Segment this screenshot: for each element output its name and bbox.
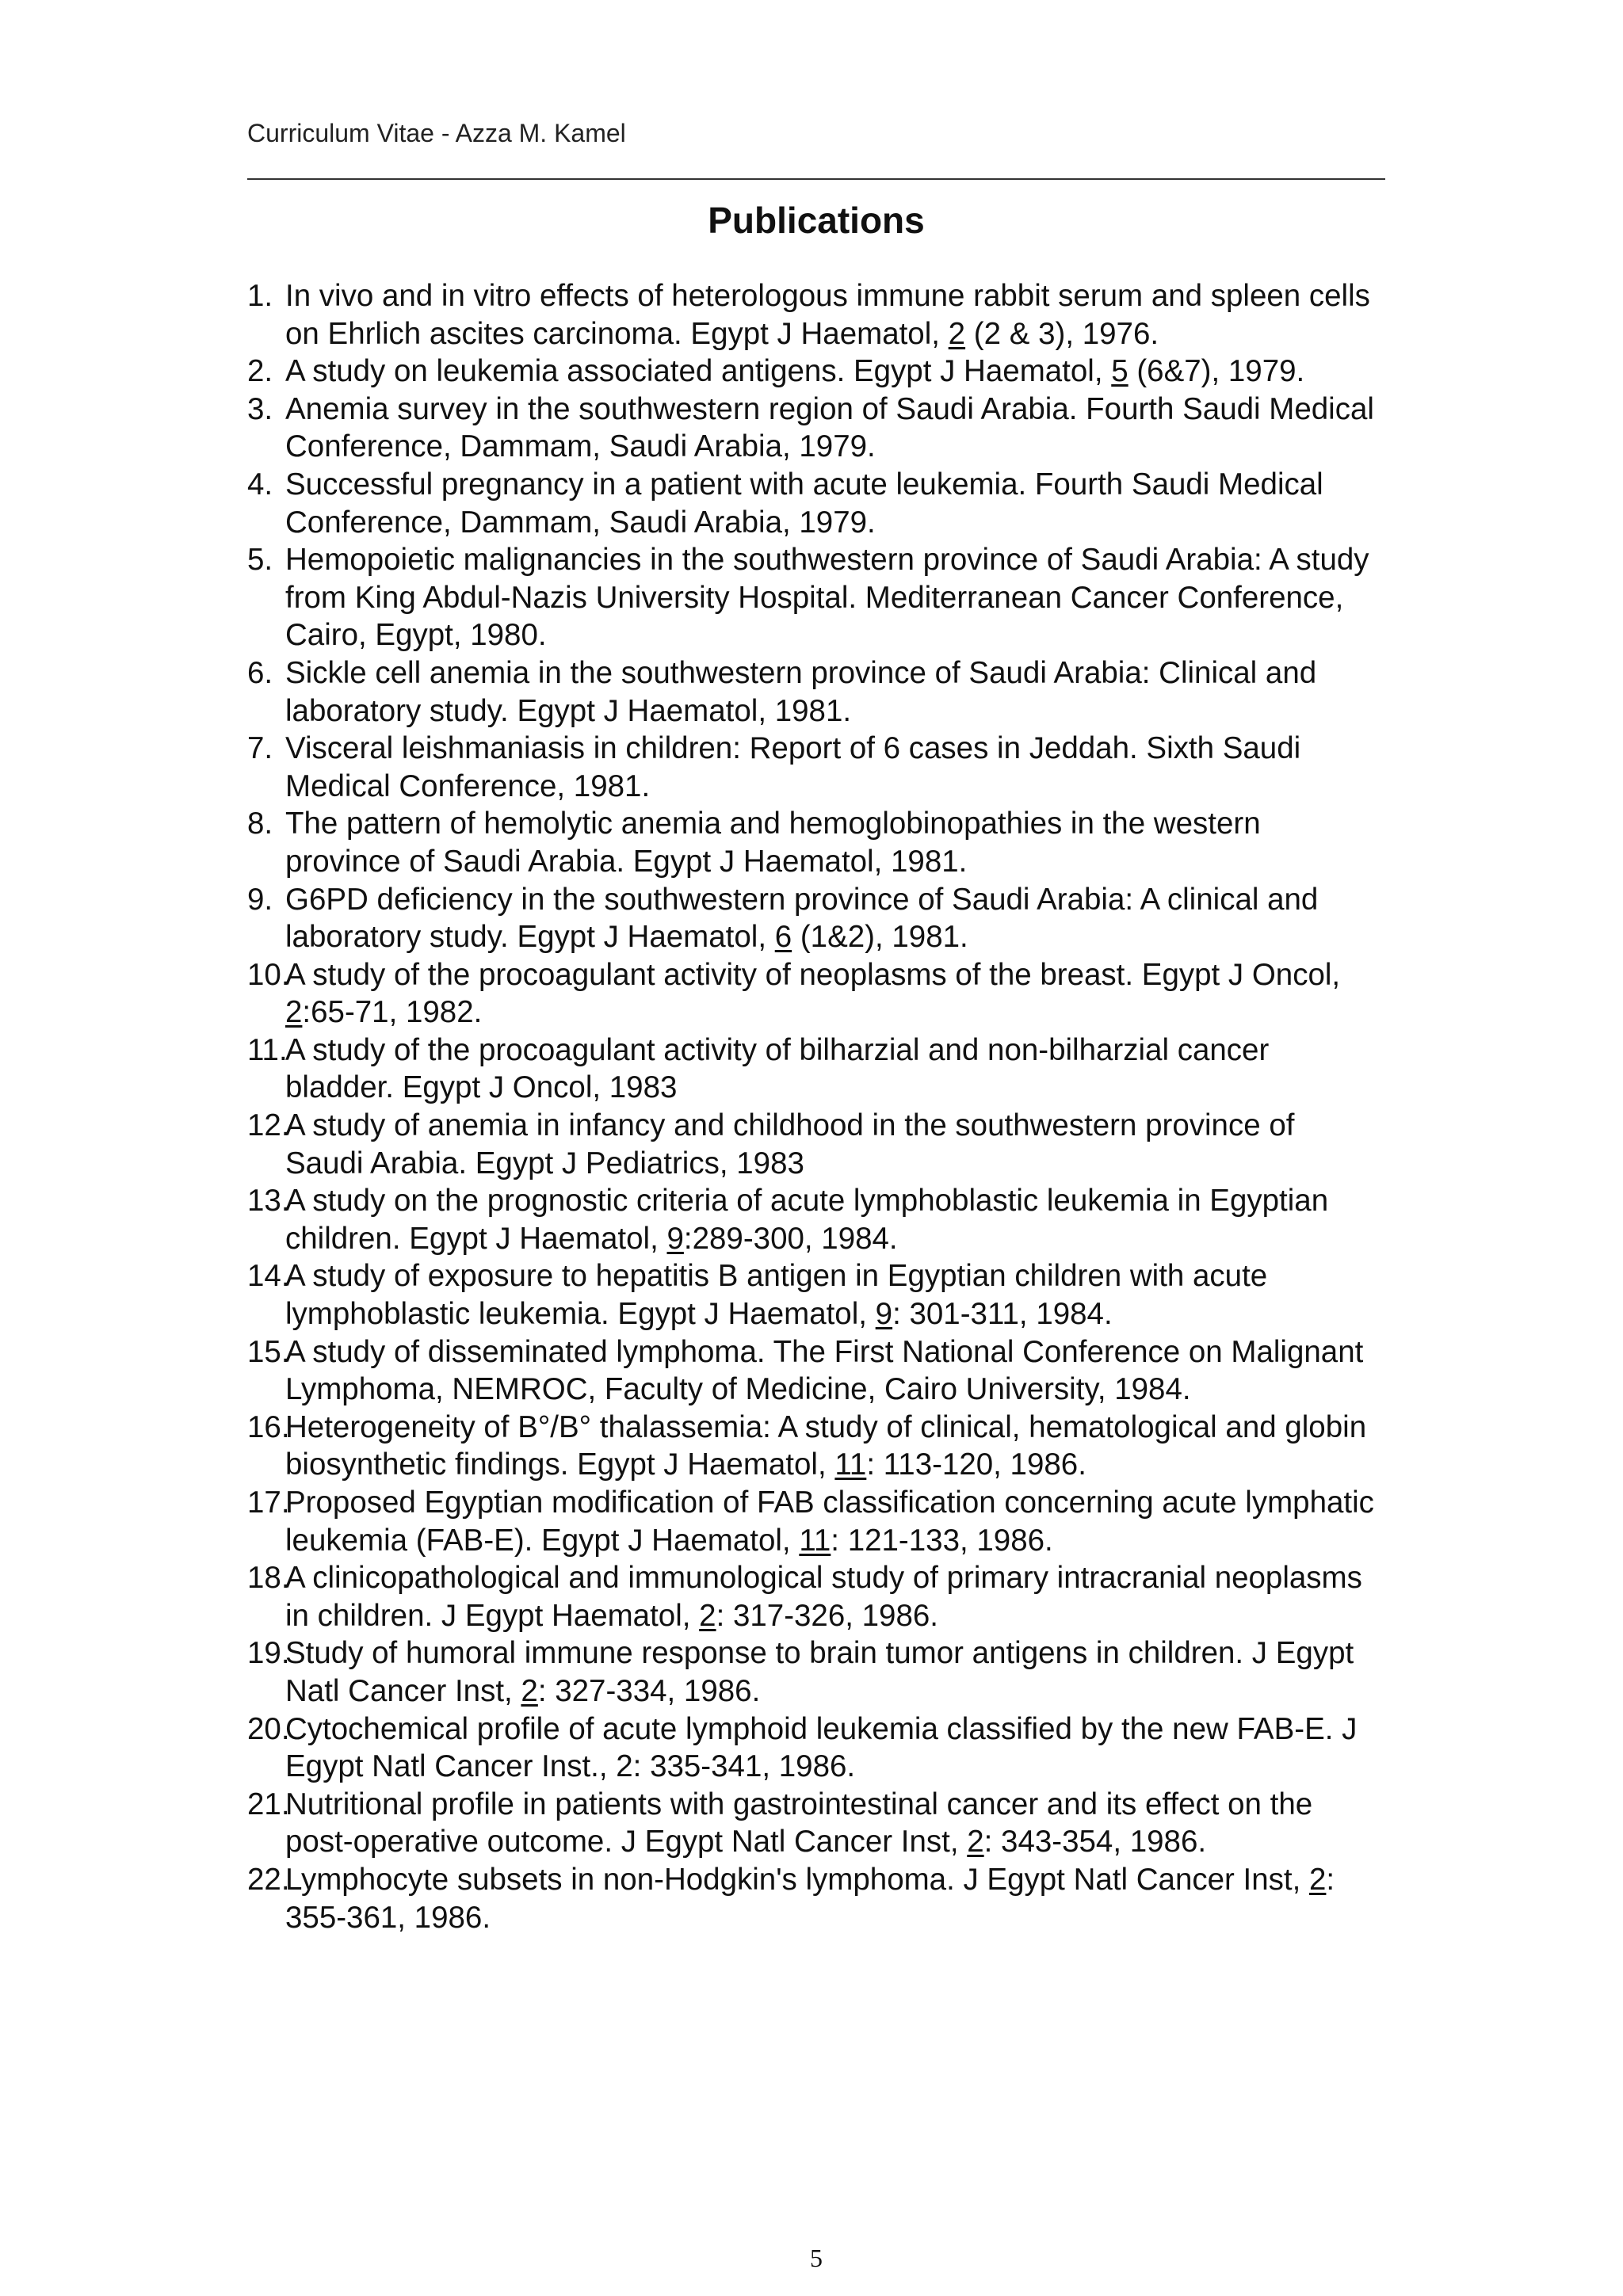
header-divider <box>247 178 1385 180</box>
publication-item <box>247 1182 1381 1257</box>
citation-text: (6&7), 1979. <box>1128 354 1305 389</box>
publication-citation <box>285 730 1381 805</box>
publication-citation <box>285 1786 1381 1861</box>
volume-number: 2 <box>521 1673 538 1708</box>
publication-number: 6. <box>247 655 273 690</box>
publication-item <box>247 730 1381 805</box>
publication-citation <box>285 1559 1381 1634</box>
publication-citation <box>285 881 1381 956</box>
publication-citation <box>285 654 1381 730</box>
volume-number: 2 <box>1309 1862 1327 1897</box>
volume-number: 5 <box>1111 354 1128 389</box>
publication-list <box>247 277 1381 1936</box>
volume-number: 2 <box>948 316 966 351</box>
citation-text: Lymphocyte subsets in non-Hodgkin's lymphoma. J Egypt Natl Cancer Inst, <box>285 1862 1309 1897</box>
publication-item <box>247 353 1381 391</box>
citation-text: G6PD deficiency in the southwestern province of Saudi Arabia: A clinical and laboratory study. Egypt J Haematol, <box>285 882 1319 955</box>
publication-citation <box>285 805 1381 880</box>
volume-number: 2 <box>699 1598 716 1633</box>
publication-number: 17. <box>247 1486 290 1520</box>
publication-number: 4. <box>247 467 273 502</box>
citation-text: Cytochemical profile of acute lymphoid leukemia classified by the new FAB-E. J Egypt Natl Cancer Inst., 2: 335-341, 1986. <box>285 1711 1358 1784</box>
publication-citation <box>285 1711 1381 1786</box>
publication-citation <box>285 1861 1381 1936</box>
citation-text: Anemia survey in the southwestern region of Saudi Arabia. Fourth Saudi Medical Conference, Dammam, Saudi Arabia, 1979. <box>285 391 1374 464</box>
citation-text: :65-71, 1982. <box>302 995 483 1030</box>
publication-item <box>247 654 1381 730</box>
volume-number: 9 <box>875 1297 893 1332</box>
citation-text: A study on leukemia associated antigens. Egypt J Haematol, <box>285 354 1112 389</box>
citation-text: : 301-311, 1984. <box>892 1297 1113 1332</box>
publication-number: 19. <box>247 1636 290 1671</box>
running-header: Curriculum Vitae - Azza M. Kamel <box>247 119 626 147</box>
publication-item <box>247 1559 1381 1634</box>
publication-citation <box>285 541 1381 654</box>
publication-citation <box>285 1484 1381 1559</box>
publication-number: 9. <box>247 882 273 917</box>
citation-text: : 327-334, 1986. <box>537 1673 761 1708</box>
publication-item <box>247 1032 1381 1107</box>
volume-number: 2 <box>967 1825 984 1859</box>
volume-number: 9 <box>666 1221 684 1256</box>
citation-text: : 355-361, 1986. <box>285 1862 1335 1935</box>
publication-item <box>247 805 1381 880</box>
publication-item <box>247 1107 1381 1182</box>
publication-number: 21. <box>247 1787 290 1821</box>
publication-number: 11. <box>247 1032 288 1067</box>
publication-citation <box>285 277 1381 353</box>
citation-text: Heterogeneity of B°/B° thalassemia: A study of clinical, hematological and globin biosynthetic findings. Egypt J Haematol, <box>285 1409 1367 1482</box>
publication-number: 3. <box>247 391 273 426</box>
citation-text: A study of anemia in infancy and childhood in the southwestern province of Saudi Arabia. Egypt J Pediatrics, 1983 <box>285 1108 1295 1180</box>
citation-text: The pattern of hemolytic anemia and hemoglobinopathies in the western province of Saudi Arabia. Egypt J Haematol, 1981. <box>285 807 1261 879</box>
publication-number: 12. <box>247 1108 290 1143</box>
publication-citation <box>285 1634 1381 1710</box>
publication-item <box>247 277 1381 353</box>
citation-text: Hemopoietic malignancies in the southwestern province of Saudi Arabia: A study from King Abdul-Nazis University Hospital. Mediterranean Cancer Conference, Cairo, Egypt, 1980. <box>285 543 1369 653</box>
citation-text: Successful pregnancy in a patient with acute leukemia. Fourth Saudi Medical Conference, Dammam, Saudi Arabia, 1979. <box>285 467 1323 540</box>
citation-text: Visceral leishmaniasis in children: Report of 6 cases in Jeddah. Sixth Saudi Medical Conference, 1981. <box>285 731 1301 803</box>
page-number: 5 <box>810 2244 823 2272</box>
citation-text: A study on the prognostic criteria of acute lymphoblastic leukemia in Egyptian children. Egypt J Haematol, <box>285 1184 1329 1256</box>
publication-number: 2. <box>247 354 273 389</box>
publication-citation <box>285 1409 1381 1484</box>
publication-item <box>247 1786 1381 1861</box>
publication-number: 22. <box>247 1862 290 1897</box>
volume-number: 2 <box>285 995 303 1030</box>
citation-text: (2 & 3), 1976. <box>965 316 1159 351</box>
citation-text: In vivo and in vitro effects of heterologous immune rabbit serum and spleen cells on Ehrlich ascites carcinoma. Egypt J Haematol, <box>285 279 1370 351</box>
publication-citation <box>285 1333 1381 1409</box>
publication-item <box>247 1861 1381 1936</box>
publication-citation <box>285 1257 1381 1333</box>
publication-item <box>247 881 1381 956</box>
publication-item <box>247 466 1381 541</box>
publication-item <box>247 1484 1381 1559</box>
citation-text: :289-300, 1984. <box>683 1221 898 1256</box>
publication-item <box>247 956 1381 1032</box>
publication-citation <box>285 391 1381 466</box>
citation-text: : 317-326, 1986. <box>716 1598 938 1633</box>
publication-citation <box>285 1032 1381 1107</box>
citation-text: Sickle cell anemia in the southwestern province of Saudi Arabia: Clinical and laboratory study. Egypt J Haematol, 1981. <box>285 655 1317 728</box>
publication-number: 15. <box>247 1334 290 1369</box>
citation-text: A clinicopathological and immunological study of primary intracranial neoplasms in children. J Egypt Haematol, <box>285 1561 1362 1633</box>
volume-number: 11 <box>834 1447 867 1482</box>
publication-number: 1. <box>247 279 273 313</box>
citation-text: Proposed Egyptian modification of FAB classification concerning acute lymphatic leukemia (FAB-E). Egypt J Haematol, <box>285 1486 1374 1558</box>
citation-text: : 121-133, 1986. <box>831 1523 1053 1558</box>
publication-citation <box>285 353 1381 391</box>
citation-text: (1&2), 1981. <box>792 920 968 955</box>
citation-text: : 343-354, 1986. <box>983 1825 1207 1859</box>
publication-item <box>247 1409 1381 1484</box>
publication-number: 18. <box>247 1561 290 1596</box>
section-title: Publications <box>708 200 925 241</box>
publication-item <box>247 1257 1381 1333</box>
publication-number: 13. <box>247 1184 290 1219</box>
citation-text: A study of the procoagulant activity of bilharzial and non-bilharzial cancer bladder. Egypt J Oncol, 1983 <box>285 1032 1270 1105</box>
citation-text: A study of exposure to hepatitis B antigen in Egyptian children with acute lymphoblastic leukemia. Egypt J Haematol, <box>285 1259 1268 1332</box>
publication-item <box>247 1711 1381 1786</box>
citation-text: A study of disseminated lymphoma. The First National Conference on Malignant Lymphoma, NEMROC, Faculty of Medicine, Cairo University, 1984. <box>285 1334 1364 1407</box>
publication-citation <box>285 1107 1381 1182</box>
volume-number: 11 <box>799 1523 831 1558</box>
citation-text: A study of the procoagulant activity of neoplasms of the breast. Egypt J Oncol, <box>285 957 1341 992</box>
publication-number: 5. <box>247 543 273 578</box>
publication-item <box>247 541 1381 654</box>
publication-number: 16. <box>247 1409 290 1444</box>
publication-number: 10. <box>247 957 290 992</box>
publication-item <box>247 1634 1381 1710</box>
publication-citation <box>285 1182 1381 1257</box>
citation-text: Nutritional profile in patients with gastrointestinal cancer and its effect on the post-operative outcome. J Egypt Natl Cancer Inst, <box>285 1787 1313 1859</box>
publication-citation <box>285 956 1381 1032</box>
citation-text: Study of humoral immune response to brain tumor antigens in children. J Egypt Natl Cancer Inst, <box>285 1636 1354 1708</box>
publication-number: 8. <box>247 807 273 841</box>
publication-number: 14. <box>247 1259 290 1294</box>
publication-number: 7. <box>247 731 273 766</box>
publication-item <box>247 391 1381 466</box>
publication-item <box>247 1333 1381 1409</box>
publication-citation <box>285 466 1381 541</box>
publication-number: 20. <box>247 1711 290 1746</box>
citation-text: : 113-120, 1986. <box>866 1447 1086 1482</box>
volume-number: 6 <box>774 920 792 955</box>
